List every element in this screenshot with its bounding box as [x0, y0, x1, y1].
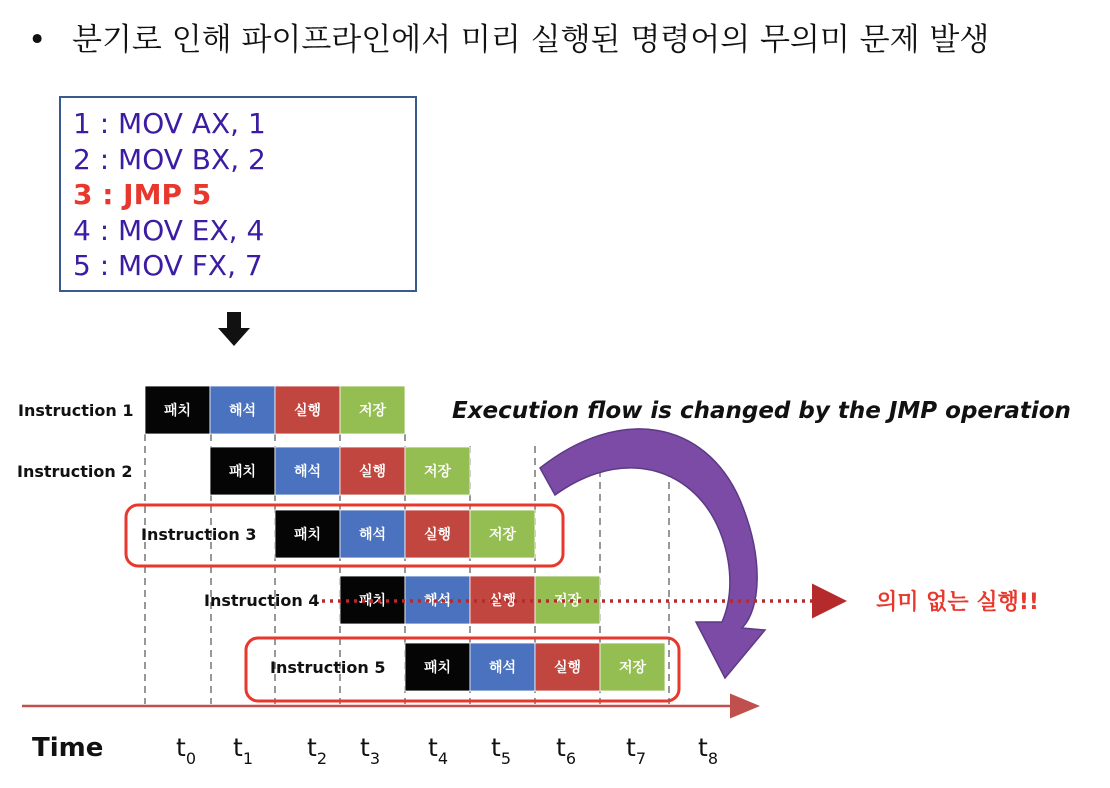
stage-label-decode: 해석	[423, 593, 452, 609]
instruction-label: Instruction 2	[17, 462, 133, 481]
stage-label-decode: 해석	[293, 464, 322, 480]
stage-label-execute: 실행	[423, 527, 452, 543]
instruction-label: Instruction 1	[18, 401, 134, 420]
code-line-1: 1 : MOV AX, 1	[73, 107, 266, 140]
stage-label-decode: 해석	[488, 660, 517, 676]
time-tick-label: $t_2$	[307, 733, 327, 768]
stage-label-store: 저장	[553, 593, 582, 609]
stage-label-store: 저장	[488, 527, 517, 543]
time-tick-label: $t_5$	[491, 733, 511, 768]
stage-label-store: 저장	[618, 660, 647, 676]
time-tick-label: $t_1$	[233, 733, 253, 768]
code-line-3-jmp: 3 : JMP 5	[73, 178, 212, 211]
stage-label-execute: 실행	[358, 464, 387, 480]
time-tick-label: $t_0$	[176, 733, 196, 768]
code-line-4: 4 : MOV EX, 4	[73, 213, 265, 247]
stage-label-store: 저장	[358, 403, 387, 419]
time-tick-label: $t_3$	[360, 733, 380, 768]
stage-label-decode: 해석	[358, 527, 387, 543]
stage-label-store: 저장	[423, 464, 452, 480]
stage-label-fetch: 패치	[423, 660, 452, 676]
time-ticks	[176, 733, 718, 768]
stage-label-execute: 실행	[553, 660, 582, 676]
time-tick-label: $t_6$	[556, 733, 576, 768]
flow-change-arrow	[540, 429, 765, 678]
title-text: 분기로 인해 파이프라인에서 미리 실행된 명령어의 무의미 문제 발생	[72, 22, 990, 58]
execution-flow-note: Execution flow is changed by the JMP operation	[452, 398, 1071, 424]
code-line-5: 5 : MOV FX, 7	[73, 249, 263, 282]
instruction-label: Instruction 3	[141, 525, 257, 544]
stage-label-fetch: 패치	[228, 464, 257, 480]
stage-label-execute: 실행	[293, 403, 322, 419]
stage-label-execute: 실행	[488, 593, 517, 609]
time-label: Time	[32, 733, 104, 763]
time-tick-label: $t_8$	[698, 733, 718, 768]
stage-label-fetch: 패치	[293, 527, 322, 543]
stage-label-decode: 해석	[228, 403, 257, 419]
time-tick-label: $t_4$	[428, 733, 448, 768]
instruction-label: Instruction 5	[270, 658, 386, 677]
stage-label-fetch: 패치	[163, 403, 192, 419]
time-tick-label: $t_7$	[626, 733, 646, 768]
stage-label-fetch: 패치	[358, 593, 387, 609]
meaningless-execution-note: 의미 없는 실행!!	[876, 590, 1039, 615]
instruction-label: Instruction 4	[204, 591, 320, 610]
title-bullet: •	[28, 22, 47, 58]
code-line-2: 2 : MOV BX, 2	[73, 142, 266, 176]
